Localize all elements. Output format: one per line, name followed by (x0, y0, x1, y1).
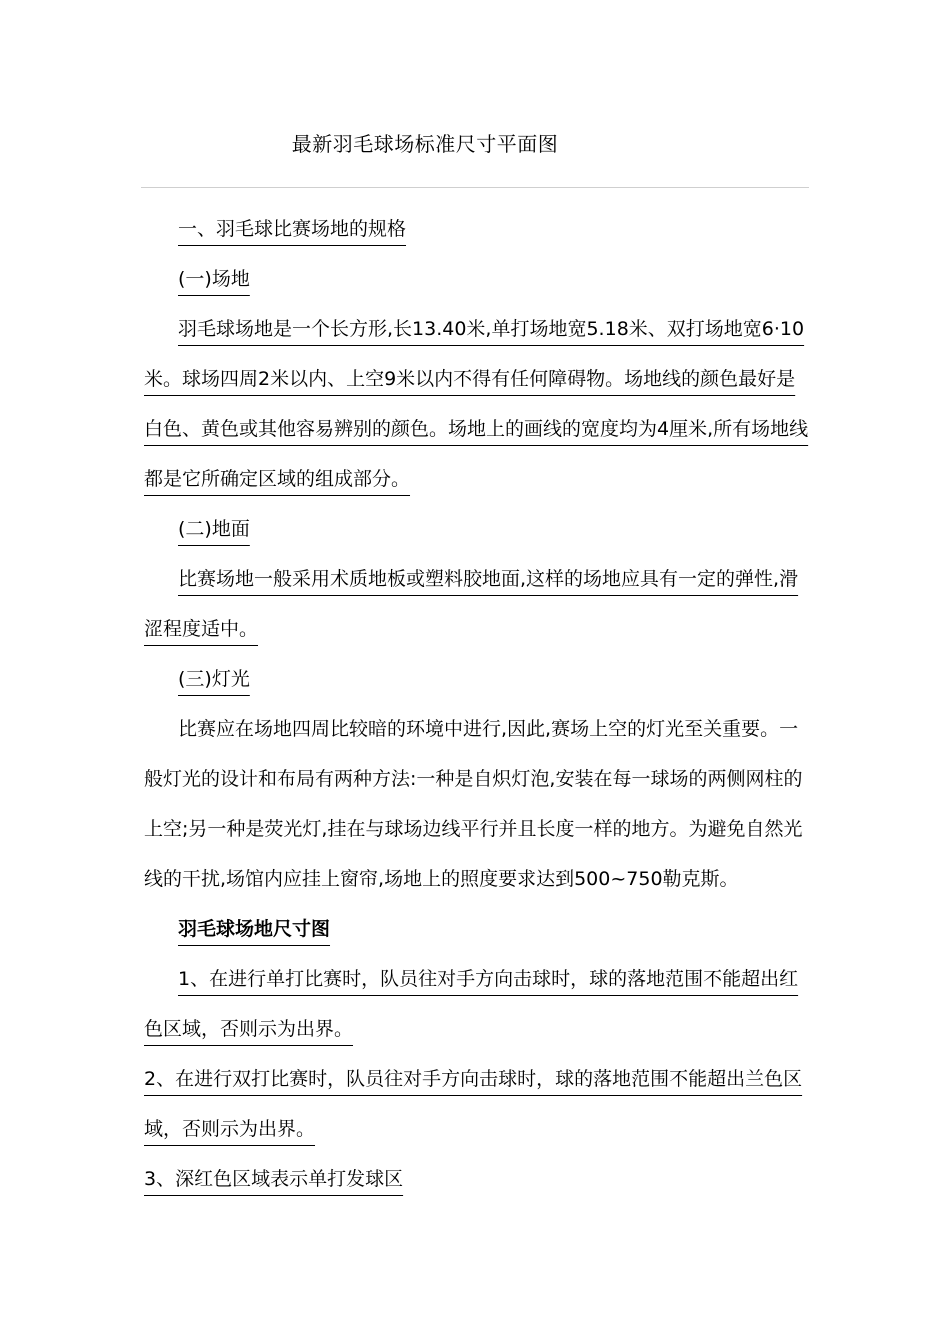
text-line-content: 白色、黄色或其他容易辨别的颜色。场地上的画线的宽度均为4厘米,所有场地线 (144, 418, 809, 440)
text-line (144, 654, 812, 704)
text-line (144, 404, 812, 454)
text-line (144, 1154, 812, 1204)
text-line (144, 1004, 812, 1054)
text-line-content: 都是它所确定区域的组成部分。 (144, 468, 411, 490)
text-line-content: 比赛应在场地四周比较暗的环境中进行,因此,赛场上空的灯光至关重要。一 (178, 718, 799, 740)
text-line-content: 色区域，否则示为出界。 (144, 1018, 354, 1040)
text-line-content: (二)地面 (178, 518, 250, 540)
text-line-content: 米。球场四周2米以内、上空9米以内不得有任何障碍物。场地线的颜色最好是 (144, 368, 796, 390)
text-line-content: 羽毛球场地是一个长方形,长13.40米,单打场地宽5.18米、双打场地宽6·10 (178, 318, 805, 340)
text-line-content: 1、在进行单打比赛时，队员往对手方向击球时，球的落地范围不能超出红 (178, 968, 799, 990)
text-line (144, 804, 812, 854)
document-body (144, 204, 812, 1204)
text-line (144, 554, 812, 604)
text-line-content: 3、深红色区域表示单打发球区 (144, 1168, 404, 1190)
text-line-content: (三)灯光 (178, 668, 250, 690)
text-line-content: 上空;另一种是荧光灯,挂在与球场边线平行并且长度一样的地方。为避免自然光 (144, 818, 803, 840)
text-line (144, 904, 812, 954)
text-line (144, 854, 812, 904)
page-title: 最新羽毛球场标准尺寸平面图 (291, 132, 559, 156)
title-divider (141, 187, 809, 188)
text-line (144, 354, 812, 404)
text-line (144, 204, 812, 254)
text-line-content: 线的干扰,场馆内应挂上窗帘,场地上的照度要求达到500~750勒克斯。 (144, 868, 739, 890)
text-line-content: 2、在进行双打比赛时，队员往对手方向击球时，球的落地范围不能超出兰色区 (144, 1068, 803, 1090)
text-line-content: 一、羽毛球比赛场地的规格 (178, 218, 407, 240)
text-line-content: 般灯光的设计和布局有两种方法:一种是自炽灯泡,安装在每一球场的两侧网柱的 (144, 768, 803, 790)
text-line-content: 域，否则示为出界。 (144, 1118, 316, 1140)
text-line (144, 1054, 812, 1104)
text-line (144, 754, 812, 804)
text-line (144, 454, 812, 504)
text-line-content: 涩程度适中。 (144, 618, 259, 640)
text-line (144, 604, 812, 654)
text-line (144, 704, 812, 754)
text-line (144, 504, 812, 554)
text-line-content: 羽毛球场地尺寸图 (178, 918, 331, 940)
text-line (144, 954, 812, 1004)
text-line (144, 1104, 812, 1154)
text-line-content: (一)场地 (178, 268, 250, 290)
text-line-content: 比赛场地一般采用术质地板或塑料胶地面,这样的场地应具有一定的弹性,滑 (178, 568, 799, 590)
text-line (144, 304, 812, 354)
text-line (144, 254, 812, 304)
